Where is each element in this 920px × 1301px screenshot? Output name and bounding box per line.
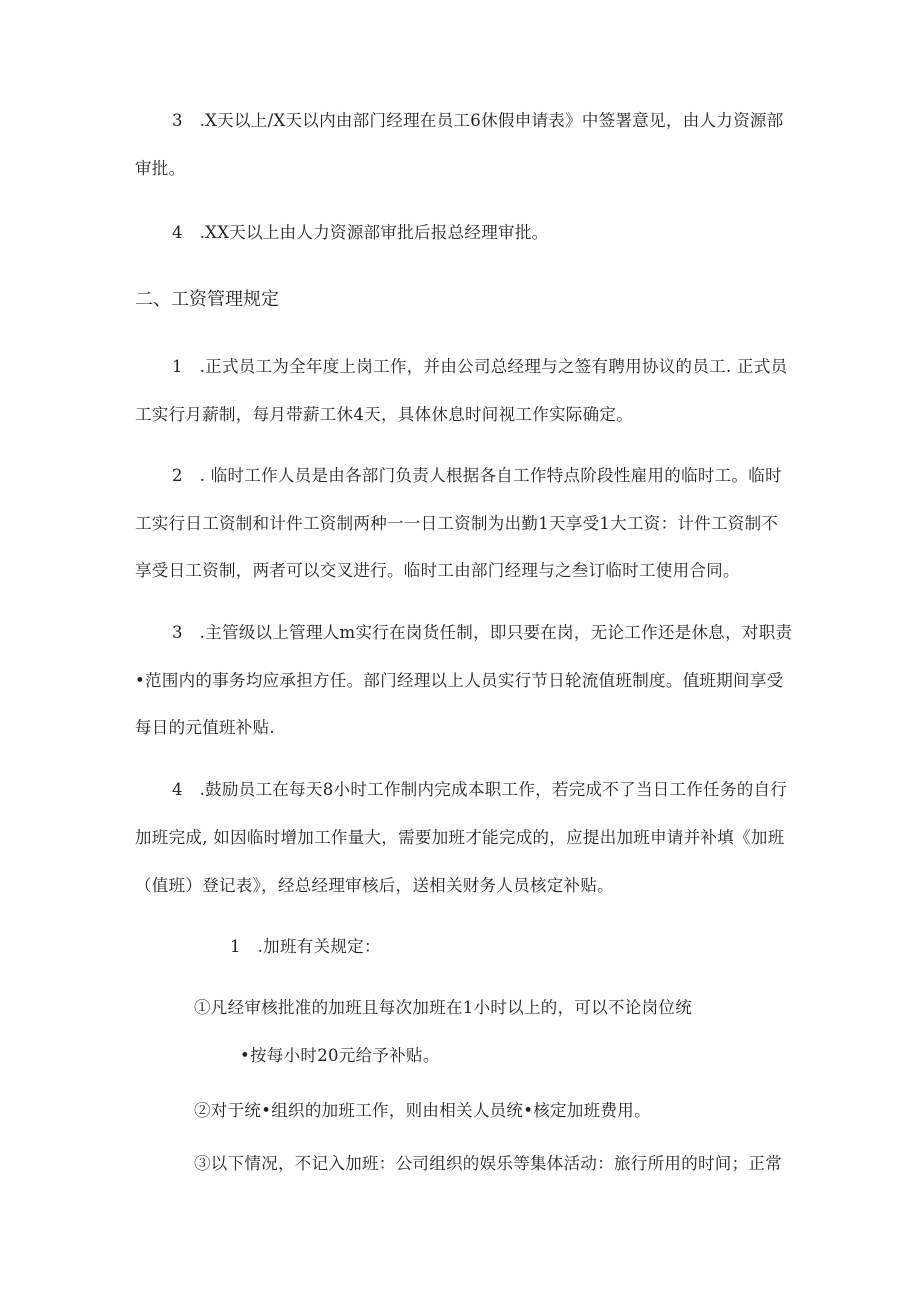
wage-item-2-line-3: 享受日工资制，两者可以交叉进行。临时工由部门经理与之叁订临时工使用合同。 [135,561,740,580]
wage-item-4-line-1: 4 .鼓励员工在每天8小时工作制内完成本职工作，若完成不了当日工作任务的自行 [172,780,788,799]
section-title: 二、工资管理规定 [135,289,279,310]
overtime-rule-1-line-2: •按每小时20元给予补贴。 [240,1046,440,1065]
overtime-rule-3-line-1: ③以下情况，不记入加班：公司组织的娱乐等集体活动：旅行所用的时间；正常 [194,1154,782,1173]
wage-item-1-line-2: 工实行月薪制，每月带薪工休4天，具体休息时间视工作实际确定。 [135,405,633,424]
wage-item-3-line-3: 每日的元值班补贴. [135,718,275,737]
wage-item-2-line-2: 工实行日工资制和计件工资制两种一一日工资制为出勤1天享受1大工资：计件工资制不 [135,514,779,533]
leave-item-3-line-2: 审批。 [135,159,186,178]
overtime-rule-2-line-1: ②对于统•组织的加班工作，则由相关人员统•核定加班费用。 [194,1101,651,1120]
wage-item-4-line-3: （值班）登记表》，经总经理审核后，送相关财务人员核定补贴。 [135,876,614,895]
leave-item-4-line-1: 4 .XX天以上由人力资源部审批后报总经理审批。 [172,223,549,242]
overtime-subtitle: 1 .加班有关规定： [230,937,381,956]
wage-item-3-line-2: •范围内的事务均应承担方任。部门经理以上人员实行节日轮流值班制度。值班期间享受 [135,671,784,690]
wage-item-4-line-2: 加班完成, 如因临时增加工作量大，需要加班才能完成的，应提出加班申请并补填《加班 [135,828,785,847]
leave-item-3-line-1: 3 .X天以上/X天以内由部门经理在员工6休假申请表》中签署意见，由人力资源部 [172,111,784,130]
wage-item-3-line-1: 3 .主管级以上管理人m实行在岗货任制，即只要在岗，无论工作还是休息，对职责 [172,623,793,642]
wage-item-2-line-1: 2 . 临时工作人员是由各部门负责人根据各自工作特点阶段性雇用的临时工。临时 [172,466,782,485]
wage-item-1-line-1: 1 .正式员工为全年度上岗工作，并由公司总经理与之签有聘用协议的员工. 正式员 [172,357,788,376]
overtime-rule-1-line-1: ①凡经审核批准的加班且每次加班在1小时以上的，可以不论岗位统 [194,998,692,1017]
